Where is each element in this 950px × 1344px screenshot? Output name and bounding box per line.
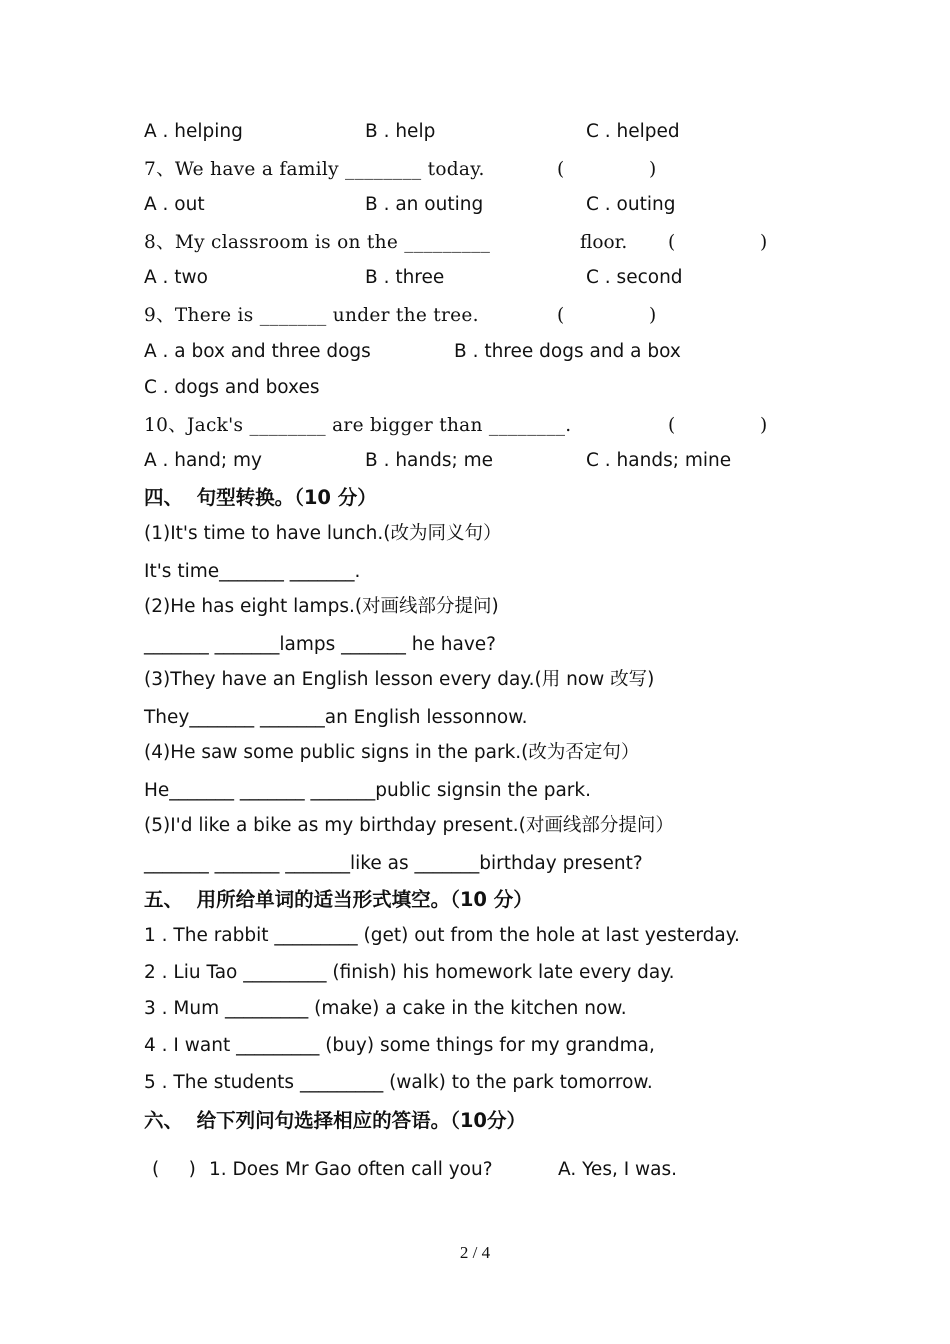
q8-paren-close: ) xyxy=(760,232,768,253)
q7-option-a: A . out xyxy=(144,194,205,215)
section5-line: 2 . Liu Tao _________ (finish) his homework late every day. xyxy=(144,962,675,983)
q8-paren-open: ( xyxy=(668,232,676,253)
section4-line: (4)He saw some public signs in the park.(改为否定句） xyxy=(144,742,640,763)
q10-option-a: A . hand; my xyxy=(144,450,262,471)
section4-line: (3)They have an English lesson every day.(用 now 改写) xyxy=(144,669,655,690)
q9-option-a: A . a box and three dogs xyxy=(144,341,371,362)
q10-option-b: B . hands; me xyxy=(365,450,494,471)
section5-line: 3 . Mum _________ (make) a cake in the kitchen now. xyxy=(144,998,627,1019)
section5-line: 5 . The students _________ (walk) to the park tomorrow. xyxy=(144,1072,653,1093)
q7-paren-open: ( xyxy=(557,159,565,180)
q8-option-b: B . three xyxy=(365,267,445,288)
q10-option-c: C . hands; mine xyxy=(586,450,732,471)
section6-question: 1. Does Mr Gao often call you? xyxy=(209,1159,493,1180)
q7-stem: 7、We have a family ________ today. xyxy=(144,159,485,180)
q8-option-c: C . second xyxy=(586,267,683,288)
q10-stem: 10、Jack's ________ are bigger than ________. xyxy=(144,415,572,436)
section4-line: (2)He has eight lamps.(对画线部分提问) xyxy=(144,596,499,617)
section4-line: _______ _______ _______like as _______birthday present? xyxy=(144,853,643,874)
q6-option-a: A . helping xyxy=(144,121,243,142)
q8-option-a: A . two xyxy=(144,267,209,288)
q9-paren-open: ( xyxy=(557,305,565,326)
q9-paren-close: ) xyxy=(649,305,657,326)
q6-option-c: C . helped xyxy=(586,121,680,142)
q8-tail: floor. xyxy=(580,232,628,253)
section4-line: They_______ _______an English lessonnow. xyxy=(144,707,528,728)
section4-line: It's time_______ _______. xyxy=(144,561,361,582)
q9-option-c: C . dogs and boxes xyxy=(144,377,320,398)
section5-line: 1 . The rabbit _________ (get) out from the hole at last yesterday. xyxy=(144,925,740,946)
section5-heading: 五、 用所给单词的适当形式填空。（10 分） xyxy=(144,888,533,911)
section4-line: (1)It's time to have lunch.(改为同义句） xyxy=(144,523,502,544)
section4-line: _______ _______lamps _______ he have? xyxy=(144,634,496,655)
section6-answer: A. Yes, I was. xyxy=(558,1159,678,1180)
answer-paren: ( ) xyxy=(152,1159,196,1180)
section4-line: He_______ _______ _______public signsin the park. xyxy=(144,780,591,801)
q10-paren-open: ( xyxy=(668,415,676,436)
q7-option-c: C . outing xyxy=(586,194,676,215)
q6-option-b: B . help xyxy=(365,121,436,142)
section4-heading: 四、 句型转换。（10 分） xyxy=(144,486,377,509)
q9-stem: 9、There is _______ under the tree. xyxy=(144,305,479,326)
q8-stem: 8、My classroom is on the _________ xyxy=(144,232,491,253)
q7-option-b: B . an outing xyxy=(365,194,484,215)
section6-heading: 六、 给下列问句选择相应的答语。（10分） xyxy=(144,1109,526,1132)
page-number: 2 / 4 xyxy=(459,1243,491,1262)
section5-line: 4 . I want _________ (buy) some things for my grandma, xyxy=(144,1035,655,1056)
section4-line: (5)I'd like a bike as my birthday present.(对画线部分提问） xyxy=(144,815,674,836)
q10-paren-close: ) xyxy=(760,415,768,436)
q7-paren-close: ) xyxy=(649,159,657,180)
q9-option-b: B . three dogs and a box xyxy=(454,341,681,362)
